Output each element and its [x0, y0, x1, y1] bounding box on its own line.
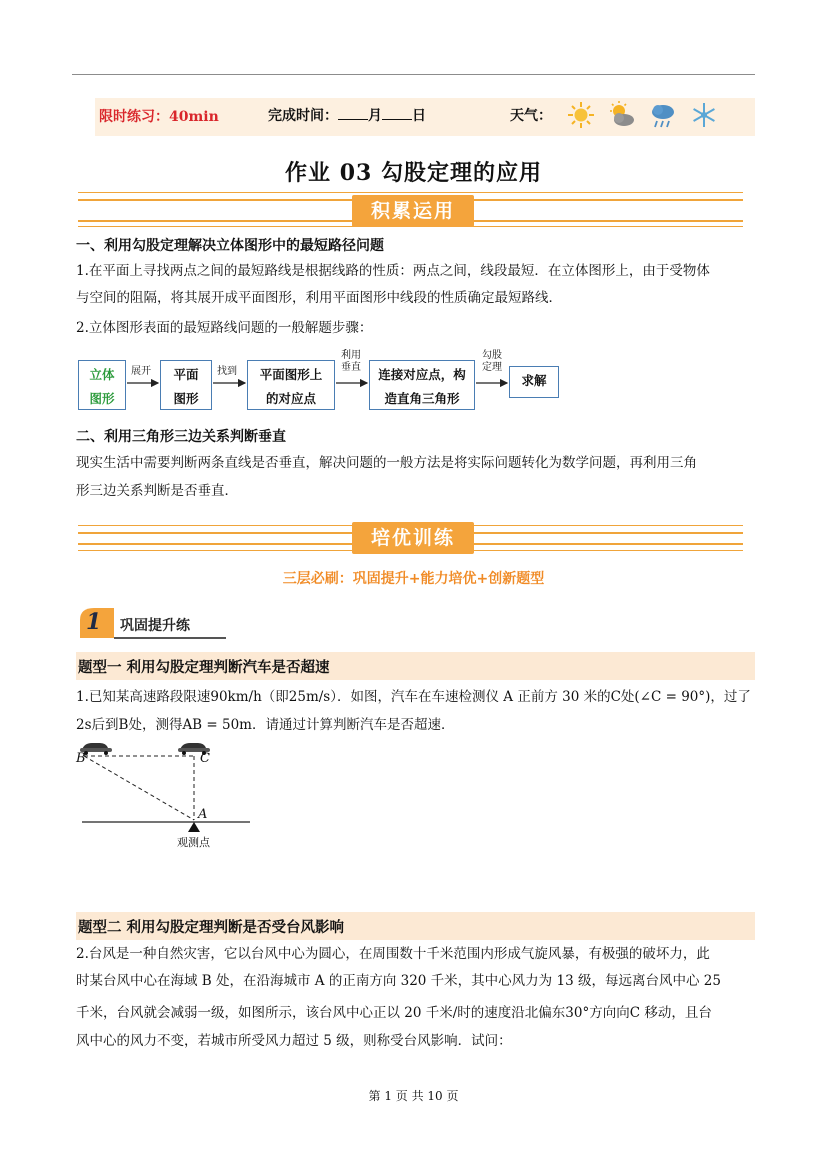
flow-box-triangle-line1: 连接对应点，构 [378, 367, 466, 382]
flow-box-triangle-line2: 造直角三角形 [384, 391, 460, 406]
month-label: 月 [368, 108, 382, 124]
flow-arrow-label-find: 找到 [217, 366, 237, 377]
level-badge [78, 606, 228, 640]
flow-arrow-label-pythag-line2: 定理 [482, 362, 502, 373]
point-label-A: A [198, 807, 208, 822]
subtitle: 三层必刷：巩固提升+能力培优+创新题型 [282, 571, 545, 587]
section1-para2: 2.立体图形表面的最短路线问题的一般解题步骤： [76, 320, 373, 336]
section1-para1-line1: 1.在平面上寻找两点之间的最短路线是根据线路的性质：两点之间，线段最短．在立体图形上，由于受物体 [76, 263, 710, 279]
section2-heading: 二、利用三角形三边关系判断垂直 [76, 429, 286, 445]
point-label-B: B [76, 751, 86, 766]
flow-arrow-label-use-line1: 利用 [341, 350, 361, 361]
flow-arrow-label-pythag [482, 350, 502, 374]
banner-accumulate: 积累运用 [352, 195, 474, 227]
question1-line2: 2s后到B处，测得AB = 50m．请通过计算判断汽车是否超速． [76, 717, 455, 733]
section2-line2: 形三边关系判断是否垂直． [76, 483, 238, 499]
question2-line3: 千米，台风就会减弱一级，如图所示，该台风中心正以 20 千米/时的速度沿北偏东30°方向向C 移动，且台 [76, 1005, 712, 1021]
day-label: 日 [412, 108, 426, 124]
flow-box-points-line1: 平面图形上 [259, 367, 323, 382]
flow-box-solid-line1: 立体 [89, 367, 115, 382]
section1-heading: 一、利用勾股定理解决立体图形中的最短路径问题 [76, 238, 384, 254]
level-number: 1 [86, 609, 102, 635]
question2-line1: 2.台风是一种自然灾害，它以台风中心为圆心，在周围数十千米范围内形成气旋风暴，有极强的破坏力，此 [76, 946, 710, 962]
flow-box-plane-line2: 图形 [173, 391, 199, 406]
flow-arrow-label-use-line2: 垂直 [341, 362, 361, 373]
level-underline [114, 637, 226, 639]
observer-label: 观测点 [177, 836, 210, 849]
finish-time-label: 完成时间： [268, 108, 338, 124]
flow-arrow-label-pythag-line1: 勾股 [482, 350, 502, 361]
flow-arrow-label-unfold: 展开 [131, 366, 151, 377]
figure-speed-check [70, 738, 250, 853]
flow-arrows [0, 0, 827, 420]
point-label-C: C [200, 751, 210, 766]
section2-line1: 现实生活中需要判断两条直线是否垂直，解决问题的一般方法是将实际问题转化为数学问题，再利用三角 [76, 455, 697, 471]
question2-line2: 时某台风中心在海域 B 处，在沿海城市 A 的正南方向 320 千米，其中心风力为 13 级，每远离台风中心 25 [76, 973, 721, 989]
flow-box-solid-line2: 图形 [89, 391, 115, 406]
type1-heading: 题型一 利用勾股定理判断汽车是否超速 [78, 660, 330, 676]
type2-heading: 题型二 利用勾股定理判断是否受台风影响 [78, 920, 345, 936]
question1-line1: 1.已知某高速路段限速90km/h（即25m/s）．如图，汽车在车速检测仪 A 正前方 30 米的C处(∠C = 90°)，过了 [76, 689, 751, 705]
flow-box-plane-line1: 平面 [173, 367, 199, 382]
flow-box-solve-label: 求解 [521, 373, 547, 388]
question2-line4: 风中心的风力不变，若城市所受风力超过 5 级，则称受台风影响．试问： [76, 1033, 512, 1049]
weather-label: 天气： [510, 108, 552, 124]
detector-icon [188, 822, 200, 832]
flow-box-points-line2: 的对应点 [265, 391, 316, 406]
time-limit-label: 限时练习：40min [99, 109, 219, 125]
flow-arrow-label-use [341, 350, 361, 374]
level-label: 巩固提升练 [120, 618, 190, 634]
section1-para1-line2: 与空间的阻隔，将其展开成平面图形，利用平面图形中线段的性质确定最短路线． [76, 290, 562, 306]
page-title: 作业 03 勾股定理的应用 [285, 160, 542, 186]
segment-AB [84, 756, 194, 820]
page-footer: 第 1 页 共 10 页 [368, 1089, 459, 1103]
banner-training: 培优训练 [352, 522, 474, 554]
